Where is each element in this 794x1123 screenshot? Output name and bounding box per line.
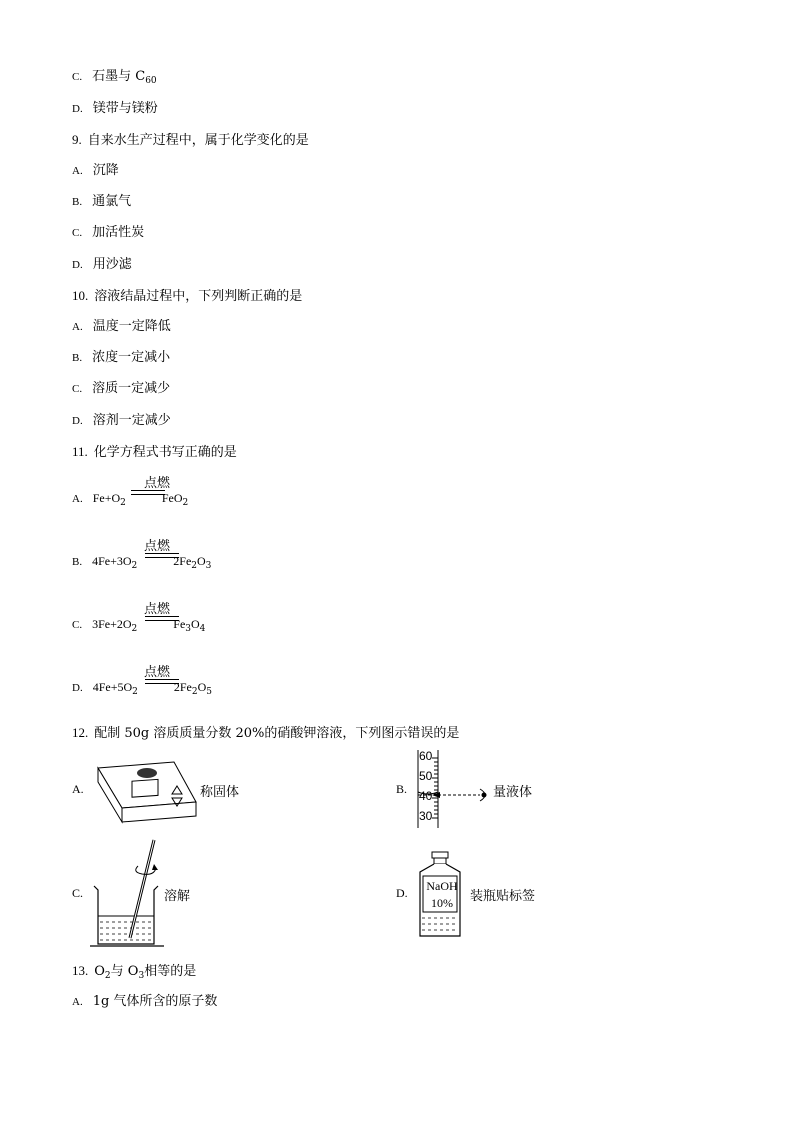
equation-products: Fe <box>173 617 186 631</box>
eye-pupil-icon <box>482 793 487 798</box>
option-letter: C. <box>72 227 83 239</box>
equation-products: 2Fe <box>173 680 192 694</box>
question-text: 相等的是 <box>144 964 197 979</box>
beaker-body <box>94 886 158 944</box>
tick-label: 60 <box>419 749 433 763</box>
cylinder-scale <box>432 758 438 818</box>
q10-option-b <box>72 350 170 366</box>
option-letter: B. <box>72 352 83 364</box>
q9-option-a <box>72 163 119 179</box>
subscript: 3 <box>138 971 145 981</box>
bottle-neck <box>434 858 446 864</box>
tick-label: 40 <box>419 789 433 803</box>
equation-reactants: 4Fe+3O <box>92 554 132 568</box>
option-text: 用沙滤 <box>92 257 132 272</box>
q10-option-d <box>72 413 171 429</box>
question-text: 化学方程式书写正确的是 <box>93 445 237 460</box>
q9-option-d <box>72 257 132 273</box>
q11-option-b <box>72 553 211 570</box>
option-letter: D. <box>72 415 83 427</box>
subscript: 2 <box>104 971 111 981</box>
equation-products: FeO <box>161 491 183 505</box>
equation-products-part: O <box>197 554 206 568</box>
option-letter: C. <box>72 619 83 631</box>
option-text: 石墨与 C <box>92 69 146 84</box>
reaction-condition: 点燃 <box>144 665 171 680</box>
subscript: 2 <box>131 561 138 571</box>
subscript: 2 <box>120 498 126 508</box>
question-number: 11. <box>72 444 88 459</box>
option-text: 溶剂一定减少 <box>92 413 171 428</box>
q11-option-c <box>72 616 205 633</box>
option-letter: D. <box>72 259 83 271</box>
bottle-label-text <box>420 878 464 912</box>
question-text: 溶液结晶过程中，下列判断正确的是 <box>94 289 303 304</box>
figure-letter: C. <box>72 886 84 900</box>
option-text: 通氯气 <box>92 194 132 209</box>
option-text: 浓度一定减小 <box>92 350 171 365</box>
equals-sign <box>145 616 179 621</box>
equation-products-part: O <box>191 617 200 631</box>
question-text: 自来水生产过程中，属于化学变化的是 <box>87 133 309 148</box>
option-text: 镁带与镁粉 <box>92 101 158 116</box>
question-number: 9. <box>72 132 82 147</box>
figure-letter: A. <box>72 782 84 796</box>
option-letter: D. <box>72 682 83 694</box>
question-number: 10. <box>72 288 89 303</box>
figure-letter: D. <box>396 886 408 900</box>
option-text: 沉降 <box>92 163 119 178</box>
q12-stem <box>72 725 459 742</box>
reaction-condition: 点燃 <box>144 539 171 554</box>
figure-label: 量液体 <box>493 785 533 800</box>
subscript: 60 <box>145 76 157 86</box>
subscript: 2 <box>131 624 138 634</box>
subscript: 2 <box>191 561 197 571</box>
glass-rod-highlight <box>130 840 154 938</box>
subscript: 3 <box>205 561 212 571</box>
figure-letter: B. <box>396 782 408 796</box>
subscript: 5 <box>206 687 213 697</box>
formula: O <box>94 964 105 979</box>
option-letter: D. <box>72 103 83 115</box>
balance-display <box>132 779 158 797</box>
bottle-label-line1: NaOH <box>426 879 458 893</box>
equation-reactants: Fe+O <box>92 491 121 505</box>
option-letter: C. <box>72 71 83 83</box>
figure-label: 称固体 <box>200 785 240 800</box>
reaction-condition: 点燃 <box>144 476 171 491</box>
bottle-stopper <box>432 852 448 858</box>
equals-sign <box>145 679 179 684</box>
q9-option-c <box>72 225 144 241</box>
liquid-hatch <box>100 922 152 940</box>
question-text: 配制 50g 溶质质量分数 20%的硝酸钾溶液，下列图示错误的是 <box>94 726 460 741</box>
option-text: 1g 气体所含的原子数 <box>92 994 218 1009</box>
q11-stem <box>72 444 237 461</box>
option-letter: A. <box>72 165 83 177</box>
q10-option-c <box>72 381 170 397</box>
figure-label: 溶解 <box>164 889 191 904</box>
q10-stem <box>72 288 302 305</box>
subscript: 4 <box>199 624 206 634</box>
option-letter: A. <box>72 493 83 505</box>
subscript: 3 <box>185 624 191 634</box>
bottle-label-line2: 10% <box>431 896 453 910</box>
balance-pan <box>137 768 157 778</box>
cylinder-tick-labels <box>419 750 432 830</box>
equation-products: 2Fe <box>173 554 192 568</box>
stir-arrowhead <box>152 864 158 870</box>
q8-option-d <box>72 101 158 117</box>
q10-option-a <box>72 319 171 335</box>
equals-sign <box>131 490 165 495</box>
equation-reactants: 4Fe+5O <box>92 680 133 694</box>
q11-option-d <box>72 679 212 696</box>
q9-stem <box>72 132 309 149</box>
question-number: 13. <box>72 963 89 978</box>
balance-figure <box>92 758 200 826</box>
subscript: 2 <box>191 687 198 697</box>
equals-sign <box>145 553 179 558</box>
option-text: 温度一定降低 <box>92 319 171 334</box>
q13-option-a <box>72 994 217 1010</box>
q9-option-b <box>72 194 131 210</box>
question-text: 与 O <box>110 964 139 979</box>
subscript: 2 <box>182 498 189 508</box>
subscript: 2 <box>132 687 138 697</box>
tick-label: 50 <box>419 769 433 783</box>
equation-reactants: 3Fe+2O <box>92 617 132 631</box>
reaction-condition: 点燃 <box>144 602 171 617</box>
figure-label: 装瓶贴标签 <box>470 889 536 904</box>
question-number: 12. <box>72 725 89 740</box>
tick-label: 30 <box>419 809 433 823</box>
option-text: 溶质一定减少 <box>92 381 171 396</box>
option-text: 加活性炭 <box>92 225 145 240</box>
q13-stem <box>72 963 196 980</box>
option-letter: A. <box>72 996 83 1008</box>
option-letter: B. <box>72 556 83 568</box>
option-letter: B. <box>72 196 83 208</box>
beaker-figure <box>88 838 168 950</box>
option-letter: A. <box>72 321 83 333</box>
option-letter: C. <box>72 383 83 395</box>
equation-products-part: O <box>197 680 207 694</box>
q8-option-c <box>72 69 157 85</box>
